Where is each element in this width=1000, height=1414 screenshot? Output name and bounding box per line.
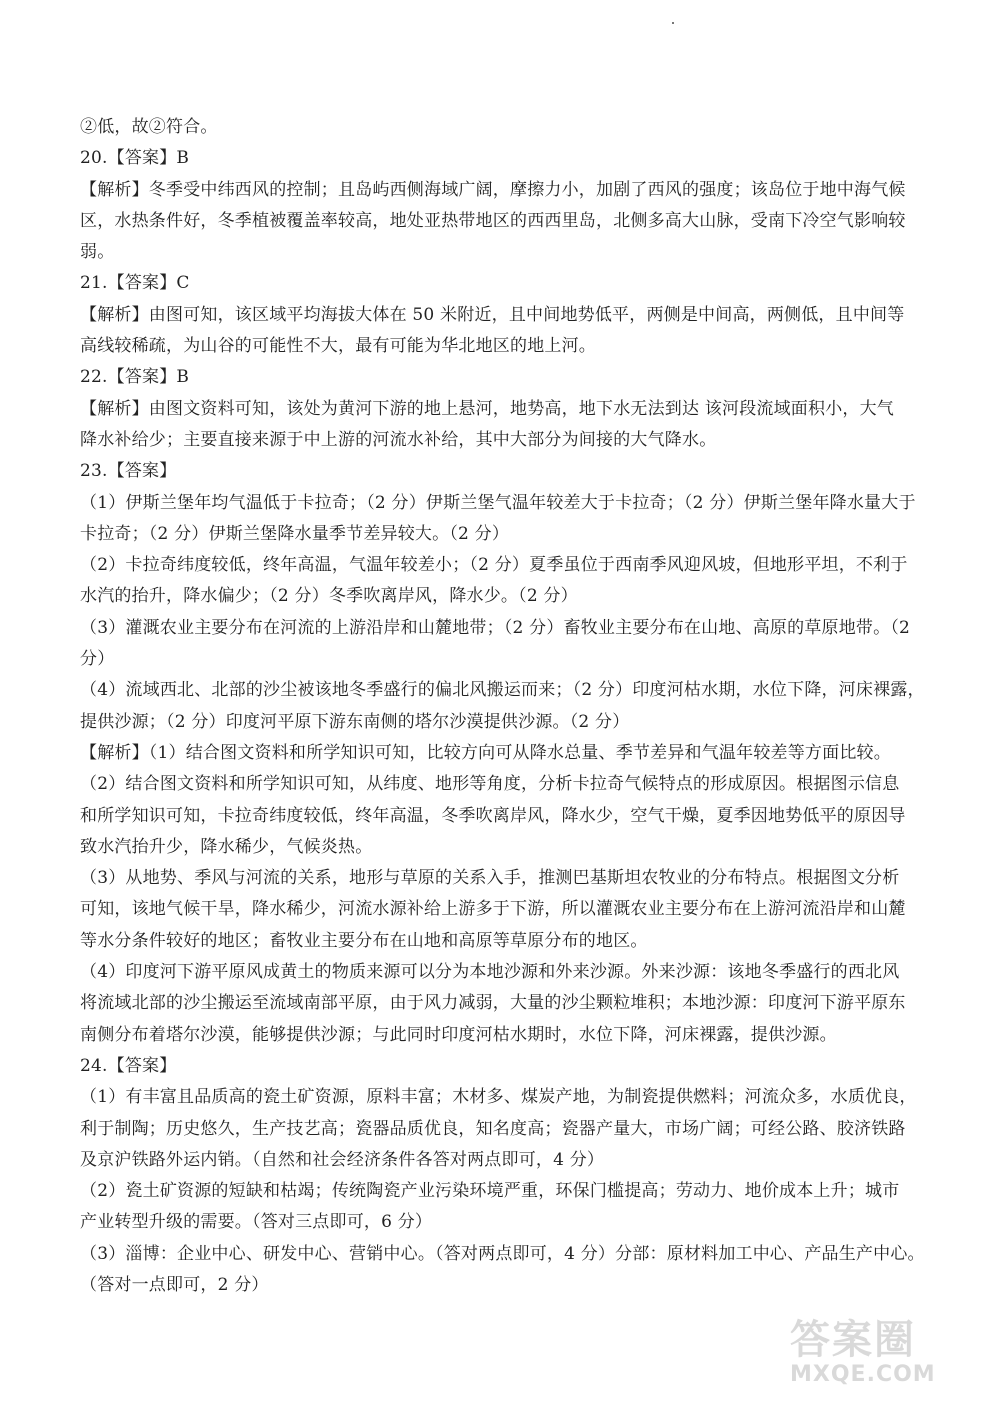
watermark-logo [790,1318,960,1396]
text-line: 区，水热条件好，冬季植被覆盖率较高，地处亚热带地区的西西里岛，北侧多高大山脉，受南下冷空气影响较 [80,210,906,231]
text-line: 可知，该地气候干旱，降水稀少，河流水源补给上游多于下游，所以灌溉农业主要分布在上游河流沿岸和山麓 [80,899,906,920]
text-line: （2）卡拉奇纬度较低，终年高温，气温年较差小；（2 分）夏季虽位于西南季风迎风坡，但地形平坦，不利于 [80,555,908,576]
text-line: （1）伊斯兰堡年均气温低于卡拉奇；（2 分）伊斯兰堡气温年较差大于卡拉奇；（2 分）伊斯兰堡年降水量大于 [80,492,916,513]
text-line: 致水汽抬升少，降水稀少，气候炎热。 [80,836,373,857]
text-line: 卡拉奇；（2 分）伊斯兰堡降水量季节差异较大。（2 分） [80,523,510,544]
text-line: （4）流域西北、北部的沙尘被该地冬季盛行的偏北风搬运而来；（2 分）印度河枯水期，水位下降，河床裸露， [80,680,925,701]
watermark-logo-text: 答案圈 [790,1317,916,1363]
text-line: （2）瓷土矿资源的短缺和枯竭；传统陶瓷产业污染环境严重，环保门槛提高；劳动力、地价成本上升；城市 [80,1181,900,1202]
text-line: 利于制陶；历史悠久，生产技艺高；瓷器品质优良，知名度高；瓷器产量大，市场广阔；可经公路、胶济铁路 [80,1118,906,1139]
text-line: 及京沪铁路外运内销。（自然和社会经济条件各答对两点即可，4 分） [80,1149,605,1170]
answer-document [80,112,925,1301]
text-line: 分） [80,649,115,670]
text-line: （4）印度河下游平原风成黄土的物质来源可以分为本地沙源和外来沙源。外来沙源：该地冬季盛行的西北风 [80,962,900,983]
text-line: （1）有丰富且品质高的瓷土矿资源，原料丰富；木材多、煤炭产地，为制瓷提供燃料；河流众多，水质优良， [80,1087,917,1108]
text-line: 南侧分布着塔尔沙漠，能够提供沙源；与此同时印度河枯水期时，水位下降，河床裸露，提供沙源。 [80,1024,837,1045]
question-22-answer: 22.【答案】B [80,367,190,388]
text-line: 弱。 [80,242,115,263]
text-line: （2）结合图文资料和所学知识可知，从纬度、地形等角度，分析卡拉奇气候特点的形成原因。根据图示信息 [80,774,900,795]
text-line: 水汽的抬升，降水偏少；（2 分）冬季吹离岸风，降水少。（2 分） [80,586,578,607]
scan-speck [672,22,674,24]
question-21-analysis: 【解析】由图可知，该区域平均海拔大体在 50 米附近，且中间地势低平，两侧是中间高，两侧低，且中间等 [80,304,905,325]
question-20-answer: 20.【答案】B [80,148,190,169]
text-line: （3）灌溉农业主要分布在河流的上游沿岸和山麓地带；（2 分）畜牧业主要分布在山地、高原的草原地带。（2 [80,617,911,638]
text-line: （3）从地势、季风与河流的关系，地形与草原的关系入手，推测巴基斯坦农牧业的分布特点。根据图文分析 [80,868,900,889]
text-line: 降水补给少；主要直接来源于中上游的河流水补给，其中大部分为间接的大气降水。 [80,429,717,450]
question-20-analysis: 【解析】冬季受中纬西风的控制；且岛屿西侧海域广阔，摩擦力小，加剧了西风的强度；该岛位于地中海气候 [80,179,906,200]
text-line: 提供沙源；（2 分）印度河平原下游东南侧的塔尔沙漠提供沙源。（2 分） [80,711,630,732]
question-22-analysis: 【解析】由图文资料可知，该处为黄河下游的地上悬河，地势高，地下水无法到达 该河段流域面积小，大气 [80,398,895,419]
text-line: 和所学知识可知，卡拉奇纬度较低，终年高温，冬季吹离岸风，降水少，空气干燥，夏季因地势低平的原因导 [80,805,906,826]
text-line: 高线较稀疏，为山谷的可能性不大，最有可能为华北地区的地上河。 [80,336,596,357]
text-line: 等水分条件较好的地区；畜牧业主要分布在山地和高原等草原分布的地区。 [80,930,648,951]
text-line: 将流域北部的沙尘搬运至流域南部平原，由于风力减弱，大量的沙尘颗粒堆积；本地沙源：印度河下游平原东 [80,993,906,1014]
text-line: （3）淄博：企业中心、研发中心、营销中心。（答对两点即可，4 分）分部：原材料加工中心、产品生产中心。 [80,1243,925,1264]
question-23-answer: 23.【答案】 [80,461,177,482]
question-23-analysis: 【解析】（1）结合图文资料和所学知识可知，比较方向可从降水总量、季节差异和气温年较差等方面比较。 [80,742,891,763]
text-line: （答对一点即可，2 分） [80,1274,269,1295]
text-line: ②低，故②符合。 [80,117,218,137]
question-21-answer: 21.【答案】C [80,273,190,294]
question-24-answer: 24.【答案】 [80,1055,177,1076]
watermark-site-text: MXQE.COM [790,1362,936,1387]
text-line: 产业转型升级的需要。（答对三点即可，6 分） [80,1212,433,1233]
